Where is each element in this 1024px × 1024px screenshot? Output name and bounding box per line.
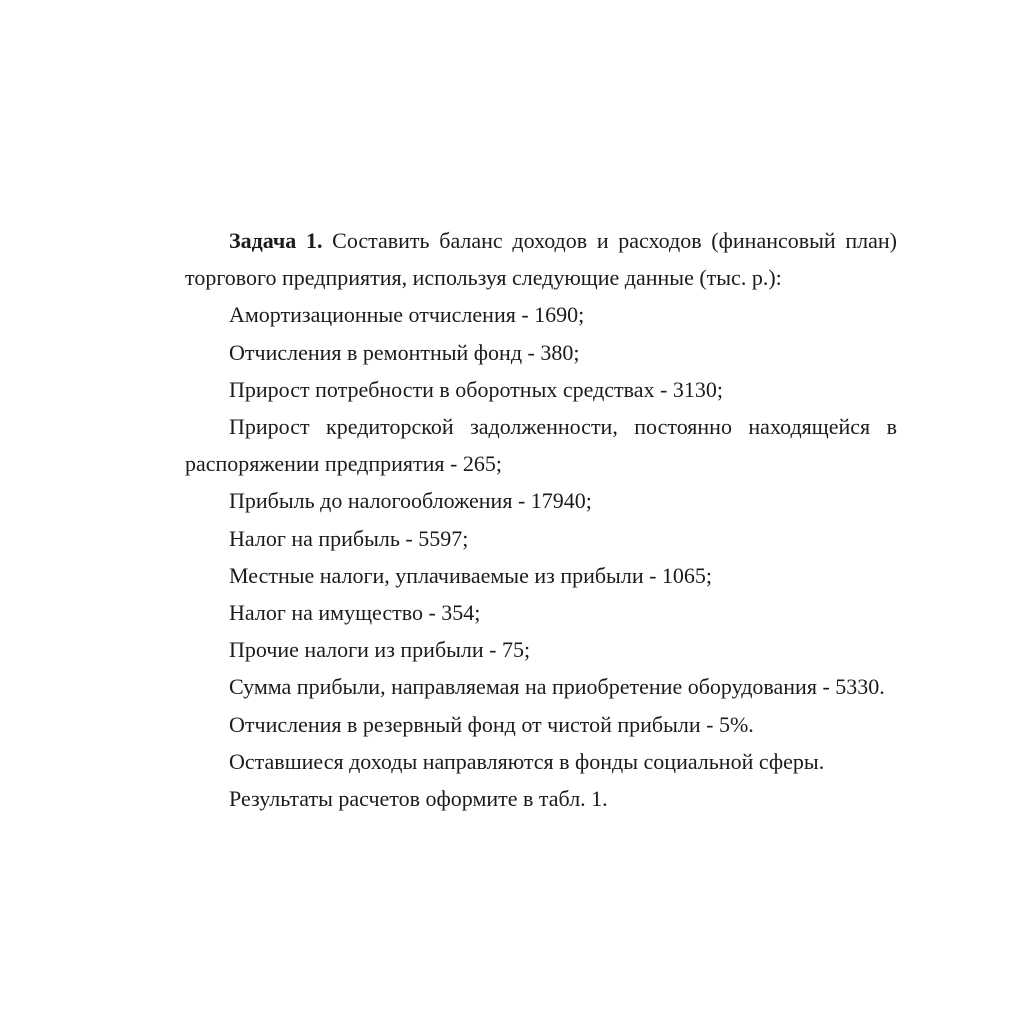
text-line: Прибыль до налогообложения - 17940; <box>229 488 592 514</box>
text-line: Налог на прибыль - 5597; <box>229 525 469 551</box>
text-line: распоряжении предприятия - 265; <box>185 451 502 477</box>
task-heading-line <box>185 222 897 259</box>
text-line: Амортизационные отчисления - 1690; <box>229 302 585 328</box>
text-line: торгового предприятия, используя следующие данные (тыс. р.): <box>185 265 782 291</box>
text-line: Сумма прибыли, направляемая на приобретение оборудования - 5330. <box>229 674 885 700</box>
text-line: Отчисления в ремонтный фонд - 380; <box>229 339 580 365</box>
task-text-block <box>185 222 897 817</box>
task-intro-text: Составить баланс доходов и расходов (финансовый план) <box>332 228 897 253</box>
text-line: Отчисления в резервный фонд от чистой прибыли - 5%. <box>229 711 754 737</box>
text-line: Местные налоги, уплачиваемые из прибыли - 1065; <box>229 562 713 588</box>
task-number-label: Задача 1. <box>229 228 323 253</box>
text-line: Прирост потребности в оборотных средствах - 3130; <box>229 376 723 402</box>
text-line: Оставшиеся доходы направляются в фонды социальной сферы. <box>229 748 825 774</box>
text-line: Прирост кредиторской задолженности, постоянно находящейся в <box>229 414 897 440</box>
text-line: Результаты расчетов оформите в табл. 1. <box>229 786 608 812</box>
text-line: Налог на имущество - 354; <box>229 600 481 626</box>
text-line: Прочие налоги из прибыли - 75; <box>229 637 531 663</box>
